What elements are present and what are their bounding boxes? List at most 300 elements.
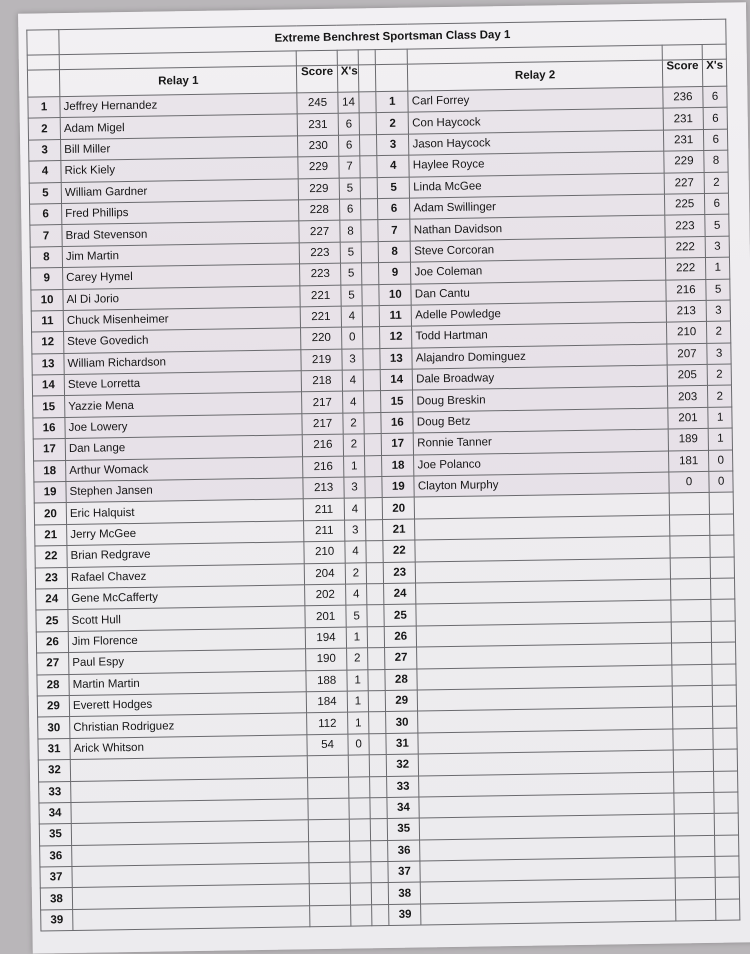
relay1-shooter-name: William Gardner — [61, 178, 299, 203]
relay1-shooter-name: Christian Rodriguez — [70, 713, 308, 738]
column-gap — [367, 584, 384, 606]
relay2-place: 5 — [377, 177, 409, 199]
relay2-place: 4 — [377, 155, 409, 177]
relay2-xs — [712, 642, 736, 664]
relay1-score: 216 — [302, 434, 343, 456]
relay1-shooter-name: Chuck Misenheimer — [63, 307, 301, 332]
column-gap — [368, 690, 385, 712]
relay1-shooter-name: Al Di Jorio — [63, 285, 301, 310]
relay2-place: 32 — [387, 754, 419, 776]
relay2-place: 17 — [382, 433, 414, 455]
relay2-heading: Relay 2 — [408, 60, 663, 91]
relay2-num-header — [376, 64, 408, 92]
relay1-place: 9 — [31, 268, 63, 290]
relay2-xs — [709, 492, 733, 514]
column-gap — [366, 562, 383, 584]
relay2-xs: 5 — [706, 279, 730, 301]
column-gap — [369, 712, 386, 734]
relay1-shooter-name: Jeffrey Hernandez — [60, 93, 298, 118]
relay1-xs: 1 — [346, 627, 368, 649]
relay2-xs — [712, 685, 736, 707]
relay2-xs — [710, 535, 734, 557]
relay2-score: 210 — [666, 322, 707, 344]
relay1-shooter-name: Scott Hull — [68, 606, 306, 631]
relay1-xs: 5 — [340, 263, 362, 285]
relay1-score: 217 — [302, 392, 343, 414]
column-gap — [365, 498, 382, 520]
results-table — [26, 19, 740, 932]
relay2-score — [673, 771, 714, 793]
relay1-place: 32 — [38, 760, 70, 782]
relay1-place: 39 — [41, 909, 73, 931]
relay1-place: 7 — [30, 225, 62, 247]
relay2-xs: 6 — [705, 193, 729, 215]
column-gap — [366, 541, 383, 563]
column-gap — [369, 733, 386, 755]
relay2-score: 222 — [665, 258, 706, 280]
column-gap — [370, 797, 387, 819]
relay2-score — [675, 856, 716, 878]
relay2-place: 31 — [386, 733, 418, 755]
column-gap — [362, 263, 379, 285]
relay2-score — [674, 814, 715, 836]
relay2-shooter-name: Doug Betz — [413, 408, 668, 433]
relay1-score: 227 — [299, 221, 340, 243]
relay2-score — [670, 578, 711, 600]
relay1-score: 190 — [306, 648, 347, 670]
relay1-score: 219 — [301, 349, 342, 371]
relay2-xs — [716, 877, 740, 899]
relay1-xs — [348, 776, 370, 798]
blank-cell — [375, 49, 407, 65]
relay2-shooter-name: Nathan Davidson — [410, 215, 665, 240]
relay2-score — [671, 621, 712, 643]
relay1-xs — [349, 798, 371, 820]
relay1-score: 184 — [307, 691, 348, 713]
relay1-score: 220 — [301, 327, 342, 349]
relay1-xs — [348, 755, 370, 777]
relay1-score: 245 — [297, 92, 338, 114]
relay2-score — [672, 707, 713, 729]
column-gap — [371, 883, 388, 905]
relay1-xs: 5 — [340, 242, 362, 264]
title-corner-cell — [27, 30, 59, 56]
relay2-place: 14 — [381, 369, 413, 391]
relay2-xs — [715, 835, 739, 857]
relay1-xs: 5 — [346, 605, 368, 627]
relay1-place: 28 — [37, 674, 69, 696]
relay2-xs: 6 — [703, 107, 727, 129]
relay2-place: 8 — [378, 241, 410, 263]
relay1-score: 218 — [301, 370, 342, 392]
page-title: Extreme Benchrest Sportsman Class Day 1 — [59, 19, 726, 54]
relay2-score — [669, 514, 710, 536]
column-gap — [364, 391, 381, 413]
relay1-place: 25 — [36, 610, 68, 632]
relay2-xs — [712, 664, 736, 686]
relay1-shooter-name: Eric Halquist — [66, 499, 304, 524]
relay2-place: 24 — [384, 583, 416, 605]
relay1-xs — [350, 905, 372, 927]
relay1-shooter-name: Carey Hymel — [63, 264, 301, 289]
column-gap — [367, 605, 384, 627]
relay2-xs-header: X's — [703, 59, 727, 86]
relay2-score — [674, 835, 715, 857]
relay1-xs: 0 — [348, 734, 370, 756]
column-gap — [366, 519, 383, 541]
relay1-xs: 3 — [344, 477, 366, 499]
relay1-place: 36 — [40, 845, 72, 867]
relay2-xs — [713, 749, 737, 771]
relay1-shooter-name: Steve Govedich — [64, 328, 302, 353]
relay2-score — [673, 749, 714, 771]
relay1-xs — [350, 883, 372, 905]
relay2-shooter-name: Joe Polanco — [414, 451, 669, 476]
column-gap — [362, 305, 379, 327]
relay1-shooter-name: Jerry McGee — [67, 521, 305, 546]
relay2-xs: 3 — [707, 343, 731, 365]
relay1-xs: 5 — [341, 284, 363, 306]
relay1-score: 229 — [298, 156, 339, 178]
relay1-xs: 1 — [347, 669, 369, 691]
relay2-shooter-name: Ronnie Tanner — [414, 429, 669, 454]
relay1-xs: 4 — [345, 541, 367, 563]
relay1-shooter-name: Everett Hodges — [69, 692, 307, 717]
column-gap — [371, 862, 388, 884]
relay1-shooter-name — [73, 906, 311, 931]
relay1-place: 29 — [37, 695, 69, 717]
relay2-place: 33 — [387, 776, 419, 798]
relay1-num-header — [27, 70, 59, 98]
relay1-xs: 1 — [347, 691, 369, 713]
relay2-xs — [711, 578, 735, 600]
relay1-xs: 1 — [343, 455, 365, 477]
relay2-xs — [714, 792, 738, 814]
relay1-place: 34 — [39, 802, 71, 824]
column-gap — [359, 92, 376, 114]
relay2-shooter-name: Steve Corcoran — [411, 237, 666, 262]
relay1-xs-header: X's — [337, 65, 359, 92]
relay1-place: 33 — [39, 781, 71, 803]
relay2-place: 29 — [386, 690, 418, 712]
relay1-place: 20 — [34, 503, 66, 525]
blank-cell — [358, 50, 375, 65]
relay1-xs: 8 — [340, 220, 362, 242]
relay1-place: 31 — [38, 738, 70, 760]
relay2-score: 203 — [667, 386, 708, 408]
relay1-xs: 2 — [343, 413, 365, 435]
relay2-place: 38 — [389, 882, 421, 904]
score-sheet-paper — [18, 2, 750, 953]
relay1-place: 14 — [32, 375, 64, 397]
relay1-place: 27 — [37, 653, 69, 675]
relay1-shooter-name: Bill Miller — [61, 136, 299, 161]
relay1-xs — [350, 862, 372, 884]
relay1-score: 223 — [300, 263, 341, 285]
relay2-xs — [710, 514, 734, 536]
relay1-place: 10 — [31, 289, 63, 311]
relay2-place: 7 — [378, 219, 410, 241]
relay2-score: 181 — [668, 450, 709, 472]
relay1-xs — [349, 819, 371, 841]
relay1-xs: 3 — [344, 520, 366, 542]
relay2-score: 236 — [662, 86, 703, 108]
relay2-xs — [713, 728, 737, 750]
column-gap — [367, 626, 384, 648]
relay1-place: 12 — [32, 332, 64, 354]
relay1-place: 2 — [28, 118, 60, 140]
relay2-place: 36 — [388, 840, 420, 862]
relay2-score: 231 — [663, 129, 704, 151]
relay2-place: 28 — [385, 669, 417, 691]
relay1-score: 213 — [303, 477, 344, 499]
relay1-place: 16 — [33, 417, 65, 439]
relay2-xs: 2 — [707, 321, 731, 343]
column-gap — [363, 348, 380, 370]
column-gap — [365, 477, 382, 499]
relay1-score: 204 — [304, 563, 345, 585]
relay2-shooter-name: Todd Hartman — [412, 322, 667, 347]
relay1-shooter-name: Arick Whitson — [70, 734, 308, 759]
relay1-place: 26 — [36, 631, 68, 653]
relay2-xs: 2 — [708, 386, 732, 408]
relay2-xs: 1 — [708, 428, 732, 450]
column-gap — [362, 284, 379, 306]
relay1-place: 18 — [34, 460, 66, 482]
relay2-shooter-name: Con Haycock — [409, 108, 664, 133]
relay2-xs: 3 — [705, 236, 729, 258]
column-gap — [364, 412, 381, 434]
relay1-place: 17 — [33, 439, 65, 461]
blank-cell — [296, 50, 337, 66]
relay1-place: 15 — [33, 396, 65, 418]
relay2-shooter-name: Alajandro Dominguez — [412, 344, 667, 369]
relay1-score: 223 — [299, 242, 340, 264]
relay2-xs — [714, 813, 738, 835]
relay2-place: 11 — [380, 305, 412, 327]
column-gap — [371, 840, 388, 862]
relay2-place: 9 — [379, 262, 411, 284]
relay1-place: 1 — [28, 97, 60, 119]
relay2-score: 223 — [664, 215, 705, 237]
relay1-xs: 4 — [341, 306, 363, 328]
relay2-score — [673, 728, 714, 750]
relay1-score: 221 — [300, 285, 341, 307]
relay2-place: 21 — [383, 519, 415, 541]
relay1-score — [310, 905, 351, 927]
relay2-xs: 5 — [705, 214, 729, 236]
relay2-place: 19 — [382, 476, 414, 498]
relay1-xs: 4 — [345, 584, 367, 606]
relay1-score: 229 — [298, 178, 339, 200]
relay1-shooter-name: Brad Stevenson — [62, 221, 300, 246]
relay1-place: 37 — [40, 867, 72, 889]
column-gap — [370, 776, 387, 798]
relay1-xs: 5 — [339, 177, 361, 199]
column-gap — [369, 755, 386, 777]
relay2-place: 16 — [381, 412, 413, 434]
relay2-shooter-name: Adam Swillinger — [410, 194, 665, 219]
relay1-score: 112 — [307, 712, 348, 734]
relay1-shooter-name: Dan Lange — [65, 435, 303, 460]
blank-cell — [662, 44, 703, 60]
relay1-xs: 0 — [341, 327, 363, 349]
relay1-shooter-name: Yazzie Mena — [65, 392, 303, 417]
relay2-shooter-name: Dale Broadway — [413, 365, 668, 390]
relay2-xs — [714, 771, 738, 793]
relay2-score: 231 — [663, 108, 704, 130]
relay2-score — [669, 493, 710, 515]
relay1-place: 4 — [29, 161, 61, 183]
relay2-score: 216 — [666, 279, 707, 301]
relay2-place: 39 — [389, 904, 421, 926]
column-gap — [361, 241, 378, 263]
relay2-score: 189 — [668, 429, 709, 451]
relay1-score — [309, 841, 350, 863]
relay1-shooter-name: Martin Martin — [69, 670, 307, 695]
relay2-xs: 0 — [709, 471, 733, 493]
relay1-xs: 14 — [338, 92, 360, 114]
relay2-shooter-name — [421, 900, 676, 925]
relay1-place: 19 — [34, 482, 66, 504]
relay1-shooter-name: Steve Lorretta — [64, 371, 302, 396]
relay1-score: 230 — [298, 135, 339, 157]
column-gap — [359, 113, 376, 135]
relay1-xs: 1 — [347, 712, 369, 734]
relay1-score: 228 — [299, 199, 340, 221]
relay1-shooter-name: Adam Migel — [60, 114, 298, 139]
relay1-place: 6 — [30, 204, 62, 226]
relay2-place: 15 — [381, 391, 413, 413]
blank-cell — [27, 55, 59, 71]
relay2-shooter-name: Adelle Powledge — [412, 301, 667, 326]
relay1-shooter-name: Brian Redgrave — [67, 542, 305, 567]
relay2-place: 26 — [385, 626, 417, 648]
relay2-shooter-name: Clayton Murphy — [414, 472, 669, 497]
relay1-place: 24 — [36, 588, 68, 610]
relay2-score — [672, 664, 713, 686]
relay1-xs — [349, 840, 371, 862]
relay1-score — [308, 777, 349, 799]
relay2-place: 1 — [376, 91, 408, 113]
column-gap — [363, 327, 380, 349]
relay2-score: 222 — [665, 236, 706, 258]
relay2-score: 201 — [668, 407, 709, 429]
relay1-place: 21 — [35, 524, 67, 546]
relay1-xs: 3 — [342, 349, 364, 371]
relay1-score — [309, 862, 350, 884]
relay2-place: 27 — [385, 647, 417, 669]
relay2-xs: 1 — [708, 407, 732, 429]
relay2-score — [670, 536, 711, 558]
relay1-score — [309, 819, 350, 841]
relay1-heading: Relay 1 — [59, 66, 297, 97]
relay1-shooter-name: Fred Phillips — [62, 200, 300, 225]
relay1-score: 211 — [304, 520, 345, 542]
relay2-shooter-name: Dan Cantu — [411, 280, 666, 305]
relay2-xs: 0 — [709, 450, 733, 472]
relay2-place: 18 — [382, 455, 414, 477]
relay2-score: 207 — [667, 343, 708, 365]
relay1-score — [310, 884, 351, 906]
relay2-score: 225 — [664, 193, 705, 215]
relay2-xs — [716, 899, 740, 921]
relay1-score: 201 — [305, 606, 346, 628]
relay1-shooter-name: Gene McCafferty — [68, 585, 306, 610]
relay1-score: 216 — [303, 456, 344, 478]
relay2-place: 2 — [376, 112, 408, 134]
relay2-place: 6 — [378, 198, 410, 220]
relay2-score — [671, 643, 712, 665]
relay2-score — [674, 792, 715, 814]
relay2-xs: 1 — [706, 257, 730, 279]
relay1-score — [308, 798, 349, 820]
relay1-place: 38 — [40, 888, 72, 910]
relay1-score: 221 — [300, 306, 341, 328]
relay1-shooter-name: Rafael Chavez — [67, 563, 305, 588]
relay2-xs: 6 — [703, 86, 727, 108]
relay1-score: 211 — [303, 499, 344, 521]
relay1-shooter-name: Joe Lowery — [65, 414, 303, 439]
relay2-xs: 6 — [704, 129, 728, 151]
relay1-score: 202 — [305, 584, 346, 606]
relay1-xs: 4 — [344, 498, 366, 520]
relay2-score — [675, 899, 716, 921]
relay1-xs: 2 — [346, 648, 368, 670]
relay2-shooter-name: Linda McGee — [410, 173, 665, 198]
relay1-shooter-name: Paul Espy — [69, 649, 307, 674]
relay2-xs: 8 — [704, 150, 728, 172]
relay1-xs: 4 — [342, 391, 364, 413]
relay1-score: 231 — [297, 114, 338, 136]
relay2-score — [675, 878, 716, 900]
relay1-xs: 6 — [339, 199, 361, 221]
relay1-xs: 7 — [339, 156, 361, 178]
column-gap — [370, 819, 387, 841]
relay1-place: 13 — [32, 353, 64, 375]
relay1-score: 54 — [307, 734, 348, 756]
relay2-shooter-name: Carl Forrey — [408, 87, 663, 112]
relay2-xs — [711, 621, 735, 643]
column-gap — [365, 455, 382, 477]
relay2-score: 229 — [663, 151, 704, 173]
relay2-score — [670, 557, 711, 579]
relay1-shooter-name: Rick Kiely — [61, 157, 299, 182]
column-gap — [361, 199, 378, 221]
relay1-place: 23 — [35, 567, 67, 589]
column-gap — [359, 65, 377, 92]
relay2-score — [671, 600, 712, 622]
relay1-shooter-name: Jim Martin — [62, 243, 300, 268]
relay2-xs: 2 — [707, 364, 731, 386]
relay1-score: 217 — [302, 413, 343, 435]
relay1-shooter-name: William Richardson — [64, 349, 302, 374]
relay2-xs: 3 — [706, 300, 730, 322]
relay2-score-header: Score — [662, 59, 703, 87]
relay2-place: 13 — [380, 348, 412, 370]
relay1-score: 194 — [306, 627, 347, 649]
relay2-place: 10 — [379, 284, 411, 306]
relay2-place: 25 — [384, 604, 416, 626]
relay2-place: 30 — [386, 711, 418, 733]
relay2-score: 227 — [664, 172, 705, 194]
relay1-place: 22 — [35, 546, 67, 568]
relay1-score-header: Score — [297, 65, 338, 93]
relay2-shooter-name: Jason Haycock — [409, 130, 664, 155]
relay1-score: 210 — [304, 541, 345, 563]
relay2-place: 22 — [383, 540, 415, 562]
relay1-xs: 4 — [342, 370, 364, 392]
